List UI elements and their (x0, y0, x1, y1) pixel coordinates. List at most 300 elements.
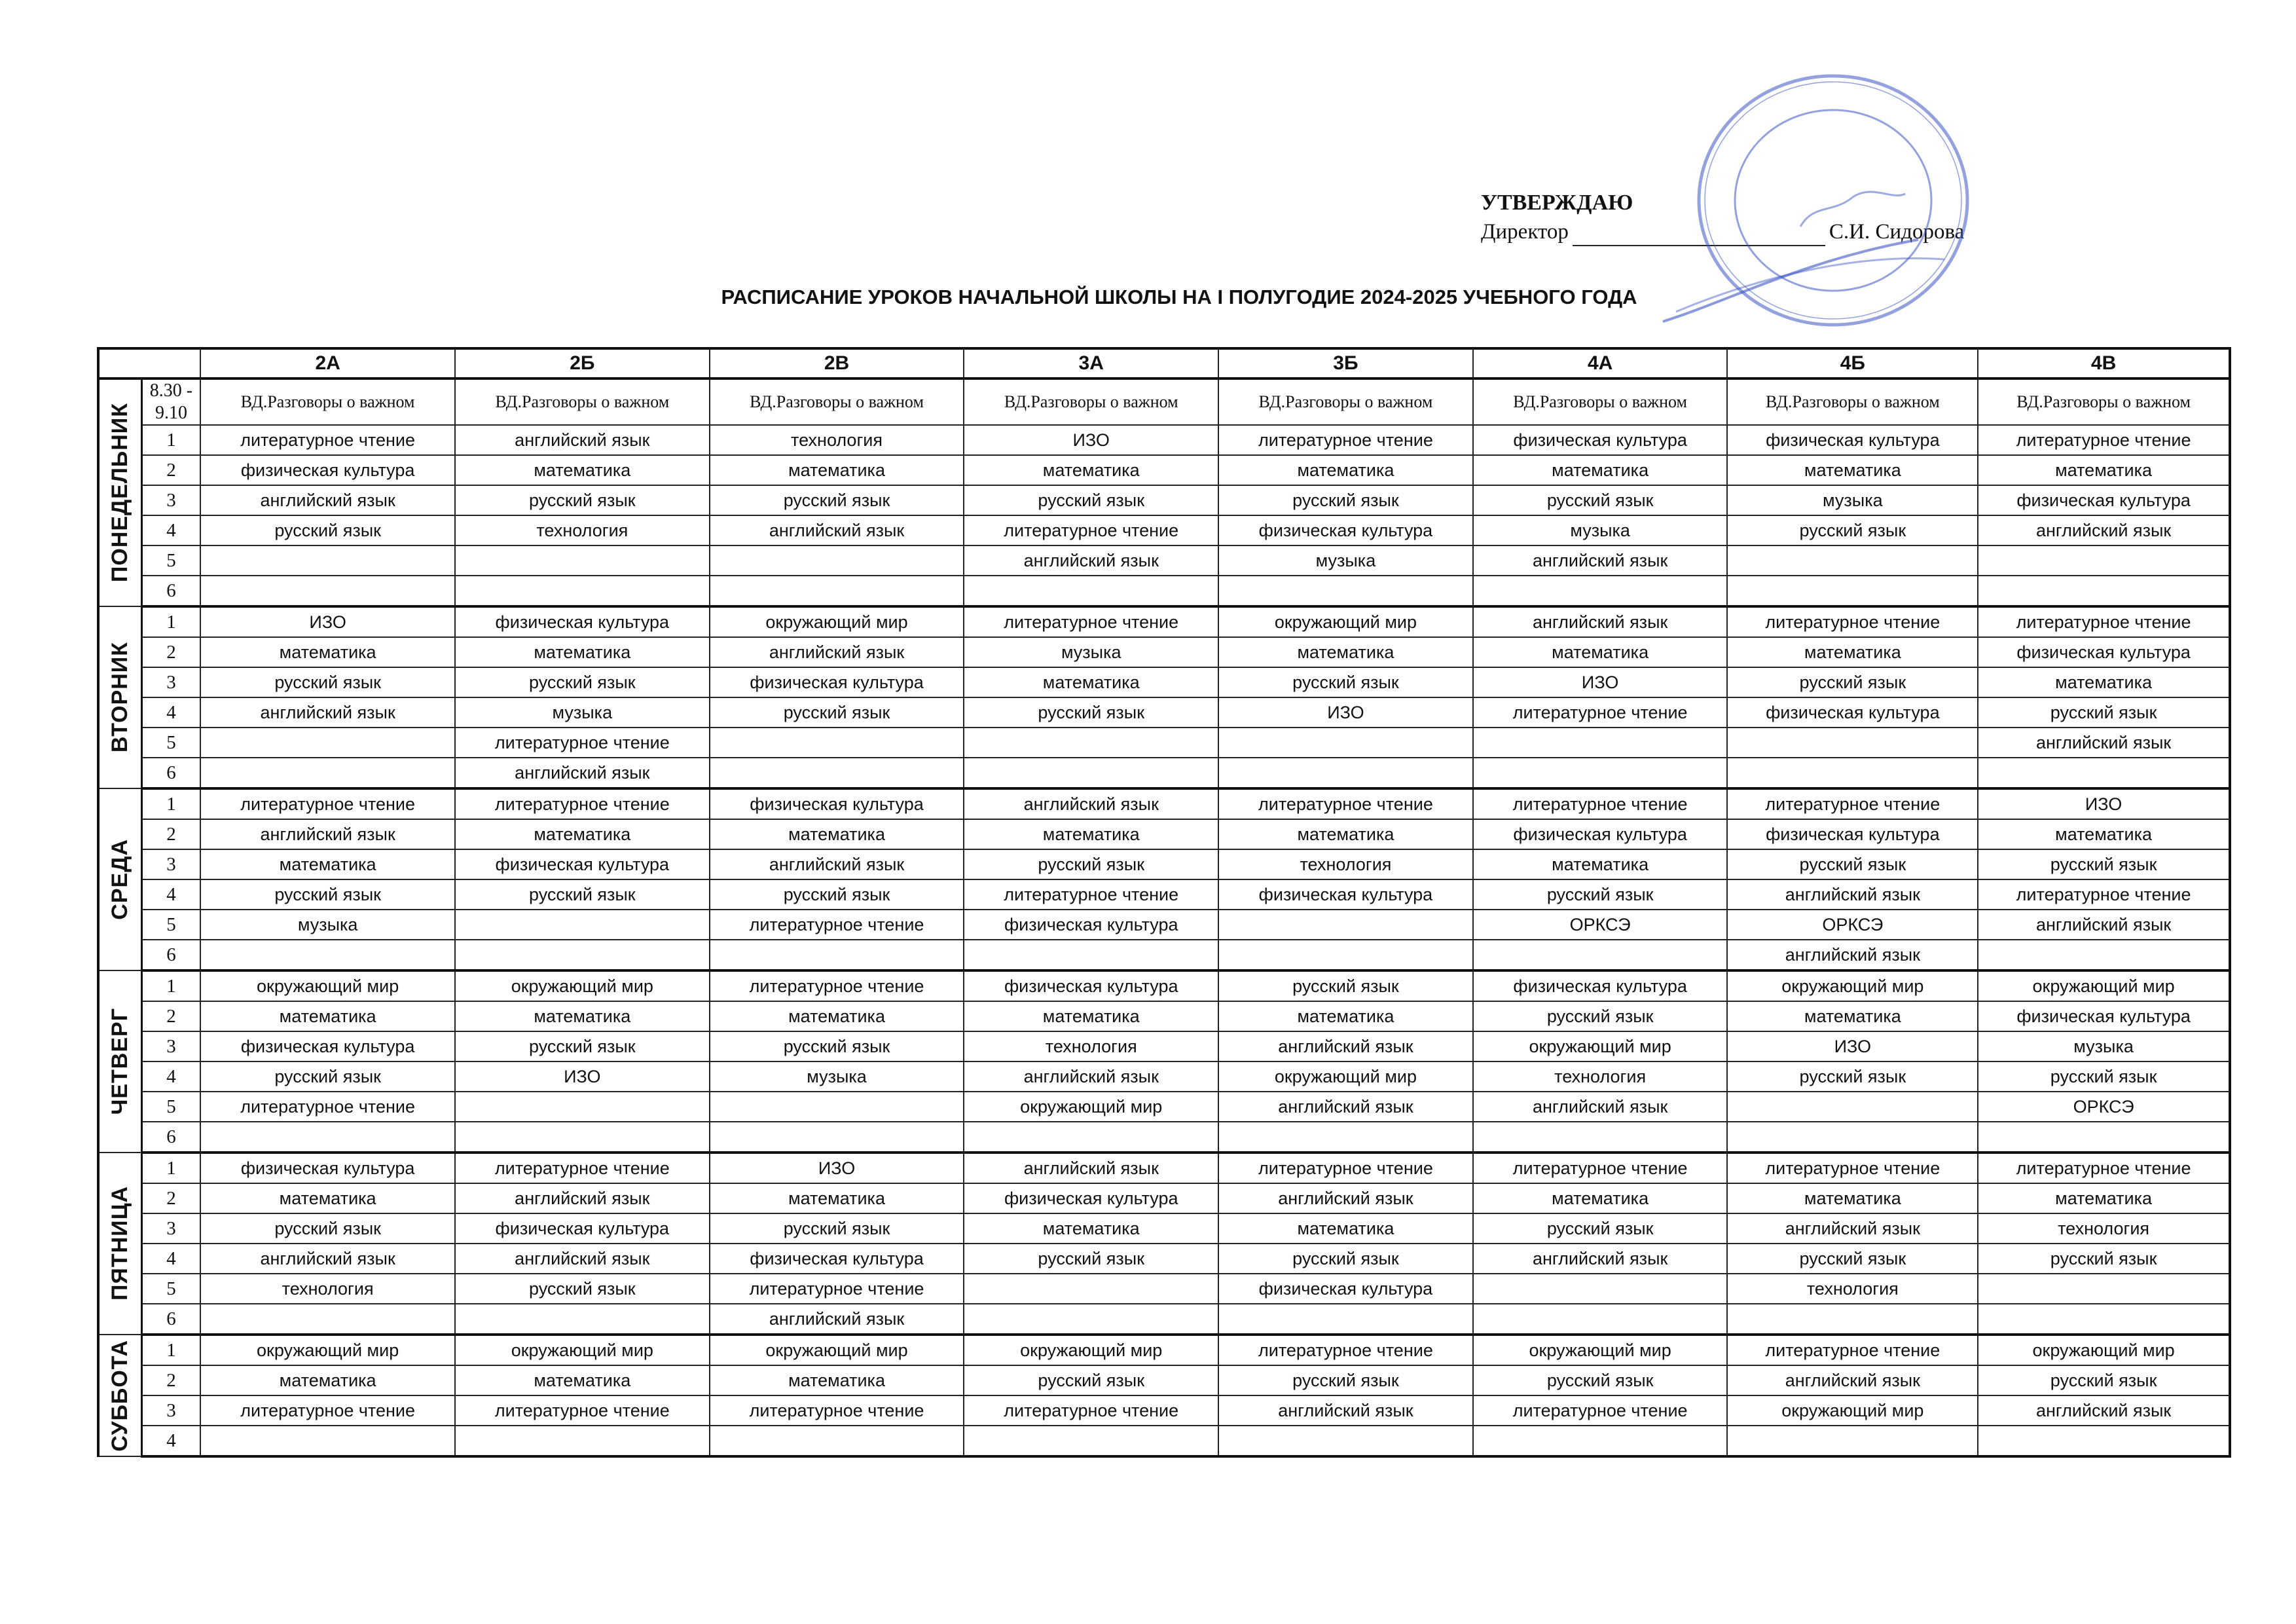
lesson-cell: математика (1218, 819, 1473, 849)
lesson-cell: математика (1218, 637, 1473, 667)
lesson-cell: русский язык (200, 1213, 455, 1244)
lesson-number: 6 (141, 1304, 200, 1335)
lesson-cell: английский язык (964, 1153, 1218, 1183)
lesson-number: 6 (141, 940, 200, 970)
lesson-number: 3 (141, 667, 200, 697)
lesson-cell: музыка (1727, 485, 1978, 515)
lesson-cell: ИЗО (964, 425, 1218, 455)
approval-position: Директор (1481, 220, 1569, 244)
lesson-cell: русский язык (1218, 485, 1473, 515)
lesson-cell (710, 576, 964, 606)
lesson-cell: технология (1473, 1061, 1728, 1092)
lesson-cell: математика (455, 637, 710, 667)
lesson-cell: ОРКСЭ (1978, 1092, 2230, 1122)
lesson-cell: литературное чтение (455, 788, 710, 819)
lesson-cell: окружающий мир (964, 1335, 1218, 1365)
lesson-cell: русский язык (710, 1031, 964, 1061)
lesson-cell: английский язык (1978, 910, 2230, 940)
lesson-cell: русский язык (964, 849, 1218, 879)
lesson-cell: русский язык (964, 1365, 1218, 1395)
lesson-cell: русский язык (1218, 1365, 1473, 1395)
lesson-cell: физическая культура (710, 788, 964, 819)
lesson-cell: ИЗО (1727, 1031, 1978, 1061)
lesson-number: 1 (141, 606, 200, 637)
lesson-cell: литературное чтение (1473, 788, 1728, 819)
lesson-cell (1218, 576, 1473, 606)
lesson-cell: литературное чтение (1727, 1335, 1978, 1365)
lesson-cell: музыка (1218, 545, 1473, 576)
schedule-row (98, 788, 2230, 819)
lesson-cell: математика (964, 819, 1218, 849)
lesson-cell: английский язык (1473, 606, 1728, 637)
lesson-cell: математика (1727, 637, 1978, 667)
lesson-cell: русский язык (455, 1031, 710, 1061)
lesson-cell: английский язык (1218, 1092, 1473, 1122)
lesson-cell: литературное чтение (1978, 606, 2230, 637)
schedule-row (98, 940, 2230, 970)
lesson-cell (964, 1274, 1218, 1304)
lesson-cell: литературное чтение (964, 1395, 1218, 1426)
lesson-cell: окружающий мир (1218, 606, 1473, 637)
class-header: 2В (710, 348, 964, 378)
lesson-cell: ИЗО (710, 1153, 964, 1183)
lesson-cell: физическая культура (200, 1153, 455, 1183)
lesson-cell: русский язык (200, 1061, 455, 1092)
lesson-cell: русский язык (1978, 1061, 2230, 1092)
lesson-cell: русский язык (200, 667, 455, 697)
schedule-row (98, 576, 2230, 606)
lesson-cell: русский язык (1727, 515, 1978, 545)
lesson-cell: русский язык (200, 879, 455, 910)
lesson-number: 1 (141, 1335, 200, 1365)
lesson-cell (1978, 940, 2230, 970)
lesson-cell (710, 1426, 964, 1456)
lesson-number: 2 (141, 819, 200, 849)
lesson-cell: литературное чтение (710, 1274, 964, 1304)
lesson-cell: математика (1978, 667, 2230, 697)
lesson-number: 1 (141, 788, 200, 819)
lesson-cell: технология (455, 515, 710, 545)
lesson-cell: физическая культура (710, 667, 964, 697)
lesson-cell: английский язык (200, 485, 455, 515)
class-header: 4Б (1727, 348, 1978, 378)
lesson-cell: окружающий мир (1727, 970, 1978, 1001)
lesson-number: 2 (141, 455, 200, 485)
lesson-cell: технология (1978, 1213, 2230, 1244)
lesson-cell: русский язык (1218, 667, 1473, 697)
lesson-cell (710, 1122, 964, 1153)
lesson-cell (200, 576, 455, 606)
lesson-cell: физическая культура (1473, 425, 1728, 455)
approval-name: С.И. Сидорова (1829, 220, 1965, 244)
lesson-cell (200, 940, 455, 970)
schedule-row (98, 1183, 2230, 1213)
schedule-row (98, 1001, 2230, 1031)
lesson-cell: русский язык (1978, 1365, 2230, 1395)
lesson-number: 2 (141, 1183, 200, 1213)
lesson-number: 6 (141, 758, 200, 788)
schedule-row (98, 879, 2230, 910)
day-label: ПЯТНИЦА (107, 1186, 132, 1301)
schedule-row (98, 910, 2230, 940)
lesson-cell (200, 1304, 455, 1335)
lesson-cell (200, 728, 455, 758)
class-header: 2Б (455, 348, 710, 378)
lesson-cell (1978, 1426, 2230, 1456)
lesson-cell (964, 1304, 1218, 1335)
lesson-cell: литературное чтение (1978, 879, 2230, 910)
lesson-cell: литературное чтение (1218, 1153, 1473, 1183)
lesson-cell: математика (964, 1213, 1218, 1244)
lesson-cell: английский язык (455, 1244, 710, 1274)
lesson-cell (1727, 758, 1978, 788)
lesson-cell: русский язык (710, 879, 964, 910)
class-header: 3Б (1218, 348, 1473, 378)
lesson-cell: ВД.Разговоры о важном (1978, 378, 2230, 425)
class-header-row (98, 348, 2230, 378)
day-label-cell (98, 378, 141, 606)
lesson-cell: окружающий мир (964, 1092, 1218, 1122)
lesson-cell: литературное чтение (1473, 1395, 1728, 1426)
lesson-cell (1218, 910, 1473, 940)
lesson-number: 4 (141, 1244, 200, 1274)
schedule-row (98, 728, 2230, 758)
lesson-cell: ИЗО (1218, 697, 1473, 728)
lesson-cell (710, 1092, 964, 1122)
lesson-cell (200, 1122, 455, 1153)
lesson-cell (710, 940, 964, 970)
lesson-cell: английский язык (710, 1304, 964, 1335)
lesson-cell: физическая культура (455, 1213, 710, 1244)
lesson-number: 5 (141, 728, 200, 758)
lesson-cell: музыка (1978, 1031, 2230, 1061)
schedule-row (98, 1061, 2230, 1092)
lesson-cell: окружающий мир (455, 970, 710, 1001)
lesson-cell: русский язык (964, 485, 1218, 515)
schedule-row (98, 819, 2230, 849)
lesson-cell (1978, 545, 2230, 576)
lesson-cell (710, 728, 964, 758)
lesson-cell (964, 940, 1218, 970)
lesson-cell: физическая культура (455, 606, 710, 637)
lesson-cell: русский язык (1727, 1061, 1978, 1092)
schedule-row (98, 545, 2230, 576)
lesson-cell: математика (710, 1001, 964, 1031)
lesson-cell: русский язык (200, 515, 455, 545)
schedule-row (98, 1395, 2230, 1426)
lesson-cell: русский язык (964, 697, 1218, 728)
lesson-cell (455, 1426, 710, 1456)
lesson-cell (1473, 1426, 1728, 1456)
lesson-cell: окружающий мир (1218, 1061, 1473, 1092)
lesson-cell: физическая культура (1978, 637, 2230, 667)
lesson-cell: английский язык (455, 425, 710, 455)
lesson-cell: физическая культура (710, 1244, 964, 1274)
schedule-row (98, 667, 2230, 697)
lesson-cell: русский язык (1727, 1244, 1978, 1274)
lesson-cell: английский язык (1727, 879, 1978, 910)
lesson-cell: технология (1218, 849, 1473, 879)
lesson-cell (455, 910, 710, 940)
schedule-row (98, 1335, 2230, 1365)
schedule-row (98, 606, 2230, 637)
lesson-cell: музыка (1473, 515, 1728, 545)
lesson-cell: математика (200, 1183, 455, 1213)
day-label-cell (98, 606, 141, 788)
lesson-cell: математика (1978, 819, 2230, 849)
day-label: СУББОТА (107, 1339, 132, 1452)
lesson-cell: математика (1978, 455, 2230, 485)
lesson-cell: литературное чтение (1218, 1335, 1473, 1365)
lesson-cell: русский язык (710, 485, 964, 515)
lesson-cell: русский язык (1473, 1213, 1728, 1244)
lesson-cell: ИЗО (1978, 788, 2230, 819)
lesson-cell: математика (710, 819, 964, 849)
lesson-cell (1727, 728, 1978, 758)
lesson-cell (200, 1426, 455, 1456)
lesson-cell: литературное чтение (1727, 1153, 1978, 1183)
lesson-cell: физическая культура (964, 910, 1218, 940)
schedule-row (98, 1244, 2230, 1274)
header-corner (98, 348, 200, 378)
lesson-cell: музыка (200, 910, 455, 940)
schedule-row (98, 378, 2230, 425)
lesson-cell: технология (964, 1031, 1218, 1061)
schedule-row (98, 1122, 2230, 1153)
lesson-cell: литературное чтение (1473, 697, 1728, 728)
lesson-cell (1473, 1274, 1728, 1304)
lesson-cell: литературное чтение (200, 1092, 455, 1122)
lesson-cell (455, 1122, 710, 1153)
schedule-row (98, 1213, 2230, 1244)
lesson-cell (1473, 728, 1728, 758)
lesson-cell: математика (200, 849, 455, 879)
lesson-cell: литературное чтение (455, 1153, 710, 1183)
lesson-cell: английский язык (710, 637, 964, 667)
lesson-cell (1218, 728, 1473, 758)
lesson-cell: русский язык (1473, 485, 1728, 515)
lesson-cell: литературное чтение (200, 788, 455, 819)
lesson-cell: литературное чтение (964, 879, 1218, 910)
schedule-row (98, 1365, 2230, 1395)
lesson-cell: физическая культура (1727, 425, 1978, 455)
class-header: 4В (1978, 348, 2230, 378)
lesson-cell: литературное чтение (455, 728, 710, 758)
class-header: 2А (200, 348, 455, 378)
lesson-cell: математика (1727, 1183, 1978, 1213)
lesson-cell: русский язык (455, 879, 710, 910)
lesson-cell: литературное чтение (1727, 788, 1978, 819)
lesson-cell: литературное чтение (964, 515, 1218, 545)
lesson-cell (1727, 1304, 1978, 1335)
lesson-cell: ИЗО (455, 1061, 710, 1092)
lesson-cell: математика (710, 455, 964, 485)
lesson-cell: ВД.Разговоры о важном (964, 378, 1218, 425)
lesson-cell: математика (455, 1001, 710, 1031)
lesson-number: 2 (141, 637, 200, 667)
lesson-cell: музыка (710, 1061, 964, 1092)
lesson-cell (200, 758, 455, 788)
lesson-cell: физическая культура (1978, 1001, 2230, 1031)
lesson-cell: математика (455, 1365, 710, 1395)
lesson-cell (1473, 758, 1728, 788)
schedule-row (98, 425, 2230, 455)
lesson-cell: ВД.Разговоры о важном (1218, 378, 1473, 425)
lesson-cell (1727, 1122, 1978, 1153)
lesson-cell: английский язык (964, 545, 1218, 576)
lesson-cell: физическая культура (1727, 819, 1978, 849)
lesson-cell: математика (455, 455, 710, 485)
lesson-cell: английский язык (1218, 1183, 1473, 1213)
lesson-cell: математика (1218, 1001, 1473, 1031)
lesson-number: 8.30 - 9.10 (141, 378, 200, 425)
lesson-number: 3 (141, 485, 200, 515)
lesson-number: 1 (141, 1153, 200, 1183)
lesson-cell: литературное чтение (1218, 425, 1473, 455)
lesson-cell: английский язык (710, 515, 964, 545)
lesson-cell (455, 1304, 710, 1335)
lesson-cell (1978, 1304, 2230, 1335)
lesson-cell: английский язык (964, 1061, 1218, 1092)
day-label-cell (98, 1335, 141, 1456)
lesson-number: 3 (141, 1213, 200, 1244)
lesson-cell: литературное чтение (1727, 606, 1978, 637)
lesson-cell: английский язык (1727, 1213, 1978, 1244)
lesson-cell: физическая культура (964, 970, 1218, 1001)
day-label-cell (98, 788, 141, 970)
lesson-cell: физическая культура (1727, 697, 1978, 728)
lesson-cell: русский язык (1727, 667, 1978, 697)
lesson-cell: русский язык (1978, 697, 2230, 728)
lesson-cell: ВД.Разговоры о важном (455, 378, 710, 425)
lesson-cell: окружающий мир (200, 970, 455, 1001)
lesson-cell: математика (1978, 1183, 2230, 1213)
lesson-cell: ВД.Разговоры о важном (710, 378, 964, 425)
document-title: РАСПИСАНИЕ УРОКОВ НАЧАЛЬНОЙ ШКОЛЫ НА I ПОЛУГОДИЕ 2024-2025 УЧЕБНОГО ГОДА (721, 286, 1637, 308)
day-label: ЧЕТВЕРГ (107, 1008, 132, 1115)
day-label: СРЕДА (107, 839, 132, 920)
schedule-row (98, 1304, 2230, 1335)
schedule-row (98, 485, 2230, 515)
lesson-cell: литературное чтение (1473, 1153, 1728, 1183)
lesson-cell: математика (1727, 455, 1978, 485)
lesson-cell: русский язык (1473, 1365, 1728, 1395)
schedule-row (98, 1092, 2230, 1122)
lesson-cell: английский язык (200, 819, 455, 849)
lesson-cell: окружающий мир (1727, 1395, 1978, 1426)
lesson-cell: литературное чтение (1218, 788, 1473, 819)
lesson-cell: окружающий мир (710, 606, 964, 637)
lesson-cell: окружающий мир (1473, 1335, 1728, 1365)
lesson-cell: английский язык (1978, 728, 2230, 758)
lesson-cell: английский язык (1473, 1244, 1728, 1274)
lesson-number: 4 (141, 1426, 200, 1456)
lesson-cell (710, 758, 964, 788)
lesson-cell: музыка (455, 697, 710, 728)
lesson-cell: английский язык (200, 697, 455, 728)
lesson-cell: окружающий мир (710, 1335, 964, 1365)
lesson-cell (1978, 1122, 2230, 1153)
lesson-cell: математика (455, 819, 710, 849)
lesson-cell: окружающий мир (200, 1335, 455, 1365)
lesson-cell (1473, 1304, 1728, 1335)
lesson-cell (1978, 1274, 2230, 1304)
lesson-cell: ВД.Разговоры о важном (200, 378, 455, 425)
lesson-cell: физическая культура (964, 1183, 1218, 1213)
lesson-cell: математика (964, 1001, 1218, 1031)
lesson-cell: английский язык (200, 1244, 455, 1274)
lesson-cell: математика (964, 455, 1218, 485)
lesson-cell: физическая культура (200, 1031, 455, 1061)
approval-title: УТВЕРЖДАЮ (1481, 191, 1633, 215)
lesson-cell: английский язык (1978, 1395, 2230, 1426)
lesson-cell: английский язык (1473, 545, 1728, 576)
lesson-cell: математика (1473, 1183, 1728, 1213)
day-label-cell (98, 970, 141, 1153)
lesson-cell: математика (1473, 637, 1728, 667)
lesson-cell: математика (710, 1365, 964, 1395)
lesson-cell: физическая культура (1473, 970, 1728, 1001)
lesson-cell: окружающий мир (455, 1335, 710, 1365)
lesson-number: 5 (141, 910, 200, 940)
lesson-cell: ИЗО (1473, 667, 1728, 697)
schedule-row (98, 515, 2230, 545)
lesson-cell (1727, 1426, 1978, 1456)
lesson-cell (1218, 1122, 1473, 1153)
lesson-cell: математика (1727, 1001, 1978, 1031)
lesson-cell: литературное чтение (710, 910, 964, 940)
lesson-cell: ОРКСЭ (1727, 910, 1978, 940)
schedule-row (98, 455, 2230, 485)
lesson-number: 4 (141, 697, 200, 728)
schedule-row (98, 970, 2230, 1001)
lesson-cell (1978, 758, 2230, 788)
lesson-cell: физическая культура (1218, 515, 1473, 545)
lesson-cell: математика (200, 1365, 455, 1395)
lesson-cell: физическая культура (1978, 485, 2230, 515)
lesson-cell (964, 1122, 1218, 1153)
lesson-cell (1218, 758, 1473, 788)
lesson-cell: английский язык (455, 758, 710, 788)
lesson-number: 3 (141, 1031, 200, 1061)
lesson-cell (1727, 1092, 1978, 1122)
lesson-cell: окружающий мир (1978, 1335, 2230, 1365)
schedule-row (98, 637, 2230, 667)
lesson-cell: музыка (964, 637, 1218, 667)
lesson-number: 3 (141, 1395, 200, 1426)
lesson-cell (1473, 940, 1728, 970)
lesson-cell: русский язык (964, 1244, 1218, 1274)
lesson-cell (710, 545, 964, 576)
schedule-row (98, 849, 2230, 879)
lesson-cell: русский язык (710, 697, 964, 728)
lesson-cell: литературное чтение (1978, 425, 2230, 455)
lesson-cell: русский язык (1473, 1001, 1728, 1031)
lesson-cell: литературное чтение (455, 1395, 710, 1426)
lesson-cell: технология (710, 425, 964, 455)
lesson-number: 1 (141, 425, 200, 455)
lesson-cell: русский язык (1978, 1244, 2230, 1274)
lesson-cell: литературное чтение (710, 970, 964, 1001)
lesson-cell: английский язык (1727, 1365, 1978, 1395)
lesson-cell (964, 1426, 1218, 1456)
lesson-cell: технология (1727, 1274, 1978, 1304)
lesson-cell: литературное чтение (1978, 1153, 2230, 1183)
lesson-cell: английский язык (1978, 515, 2230, 545)
lesson-cell (964, 758, 1218, 788)
lesson-cell: ВД.Разговоры о важном (1727, 378, 1978, 425)
lesson-cell: английский язык (1727, 940, 1978, 970)
